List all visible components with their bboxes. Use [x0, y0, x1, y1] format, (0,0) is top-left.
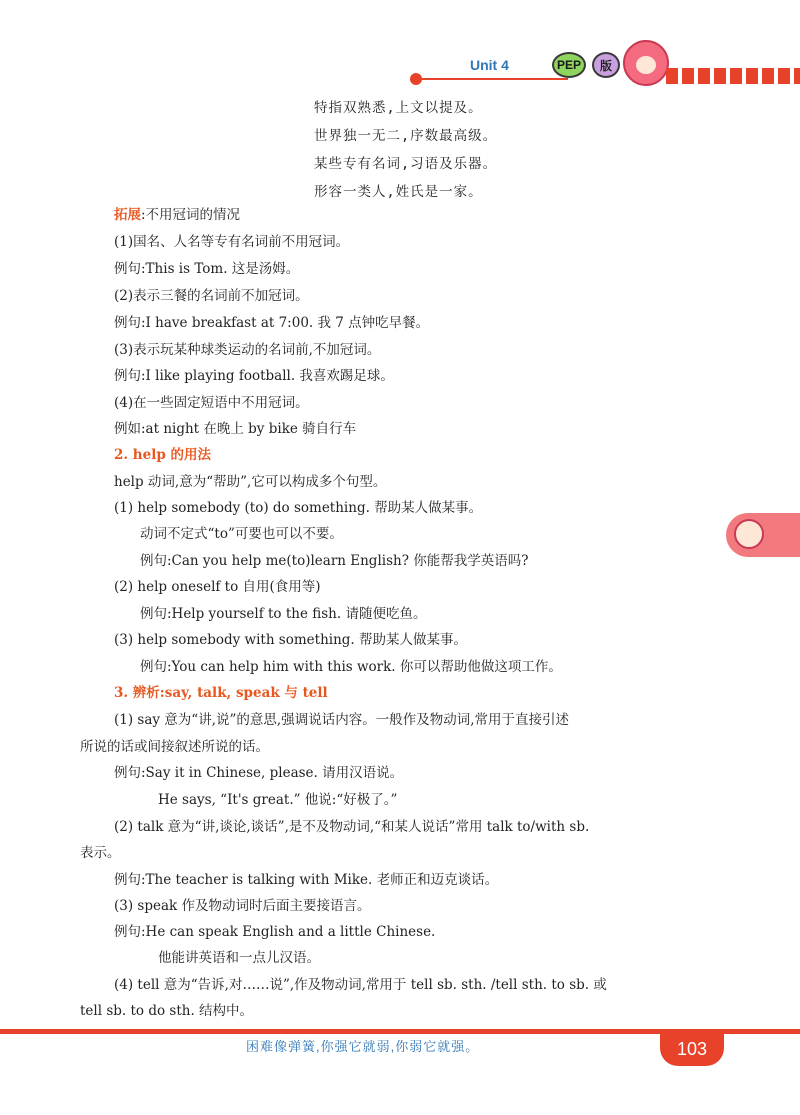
poem-line: 世界独一无二,序数最高级。	[314, 128, 498, 144]
example-line: 例句:I like playing football. 我喜欢踢足球。	[114, 368, 394, 384]
expansion-title: :不用冠词的情况	[141, 207, 241, 223]
section-heading-say: 3. 辨析:say, talk, speak 与 tell	[114, 685, 328, 701]
body-line: tell sb. to do sth. 结构中。	[80, 1003, 254, 1019]
example-line: 例句:This is Tom. 这是汤姆。	[114, 261, 300, 277]
example-line: 例句:Can you help me(to)learn English? 你能帮我学英语吗?	[140, 553, 529, 569]
rule-line: (3) speak 作及物动词时后面主要接语言。	[114, 898, 371, 914]
note-line: 动词不定式“to”可要也可以不要。	[140, 526, 343, 542]
unit-label: Unit 4	[470, 57, 509, 73]
example-line: 例如:at night 在晚上 by bike 骑自行车	[114, 421, 357, 437]
mascot-face-icon	[734, 519, 764, 549]
example-line: 例句:Say it in Chinese, please. 请用汉语说。	[114, 765, 404, 781]
body-line: (1) say 意为“讲,说”的意思,强调说话内容。一般作及物动词,常用于直接引述	[114, 712, 569, 728]
poem-line: 形容一类人,姓氏是一家。	[314, 184, 483, 200]
footer-motto: 困难像弹簧,你强它就弱,你弱它就强。	[246, 1039, 480, 1054]
expansion-label: 拓展	[114, 207, 141, 223]
rule-line: (1)国名、人名等专有名词前不用冠词。	[114, 234, 350, 250]
edition-badge: 版	[592, 52, 620, 78]
example-line: He says, “It's great.” 他说:“好极了。”	[158, 792, 398, 808]
rule-line: (1) help somebody (to) do something. 帮助某人做某事。	[114, 500, 483, 516]
rule-line: (4)在一些固定短语中不用冠词。	[114, 395, 309, 411]
body-line: 表示。	[80, 845, 121, 861]
example-line: 例句:I have breakfast at 7:00. 我 7 点钟吃早餐。	[114, 315, 430, 331]
body-line: (4) tell 意为“告诉,对……说”,作及物动词,常用于 tell sb. sth. /tell sth. to sb. 或	[114, 977, 607, 993]
body-line: help 动词,意为“帮助”,它可以构成多个句型。	[114, 474, 387, 490]
rule-line: (2) help oneself to 自用(食用等)	[114, 579, 321, 595]
body-line: 所说的话或间接叙述所说的话。	[80, 739, 269, 755]
rule-line: (3)表示玩某种球类运动的名词前,不加冠词。	[114, 342, 381, 358]
rule-line: (3) help somebody with something. 帮助某人做某事。	[114, 632, 468, 648]
expansion-heading	[114, 205, 240, 225]
poem-line: 某些专有名词,习语及乐器。	[314, 156, 498, 172]
body-line: (2) talk 意为“讲,谈论,谈话”,是不及物动词,“和某人说话”常用 talk to/with sb.	[114, 819, 590, 835]
example-line: 例句:You can help him with this work. 你可以帮助他做这项工作。	[140, 659, 562, 675]
rule-line: (2)表示三餐的名词前不加冠词。	[114, 288, 309, 304]
poem-line: 特指双熟悉,上文以提及。	[314, 100, 483, 116]
example-line: 例句:The teacher is talking with Mike. 老师正和迈克谈话。	[114, 872, 499, 888]
side-tab	[726, 513, 800, 557]
example-line: 例句:He can speak English and a little Chinese.	[114, 924, 436, 940]
page-number: 103	[660, 1032, 724, 1066]
section-heading-help: 2. help 的用法	[114, 447, 211, 463]
pep-badge: PEP	[552, 52, 586, 78]
example-line: 他能讲英语和一点儿汉语。	[158, 950, 320, 966]
example-line: 例句:Help yourself to the fish. 请随便吃鱼。	[140, 606, 427, 622]
